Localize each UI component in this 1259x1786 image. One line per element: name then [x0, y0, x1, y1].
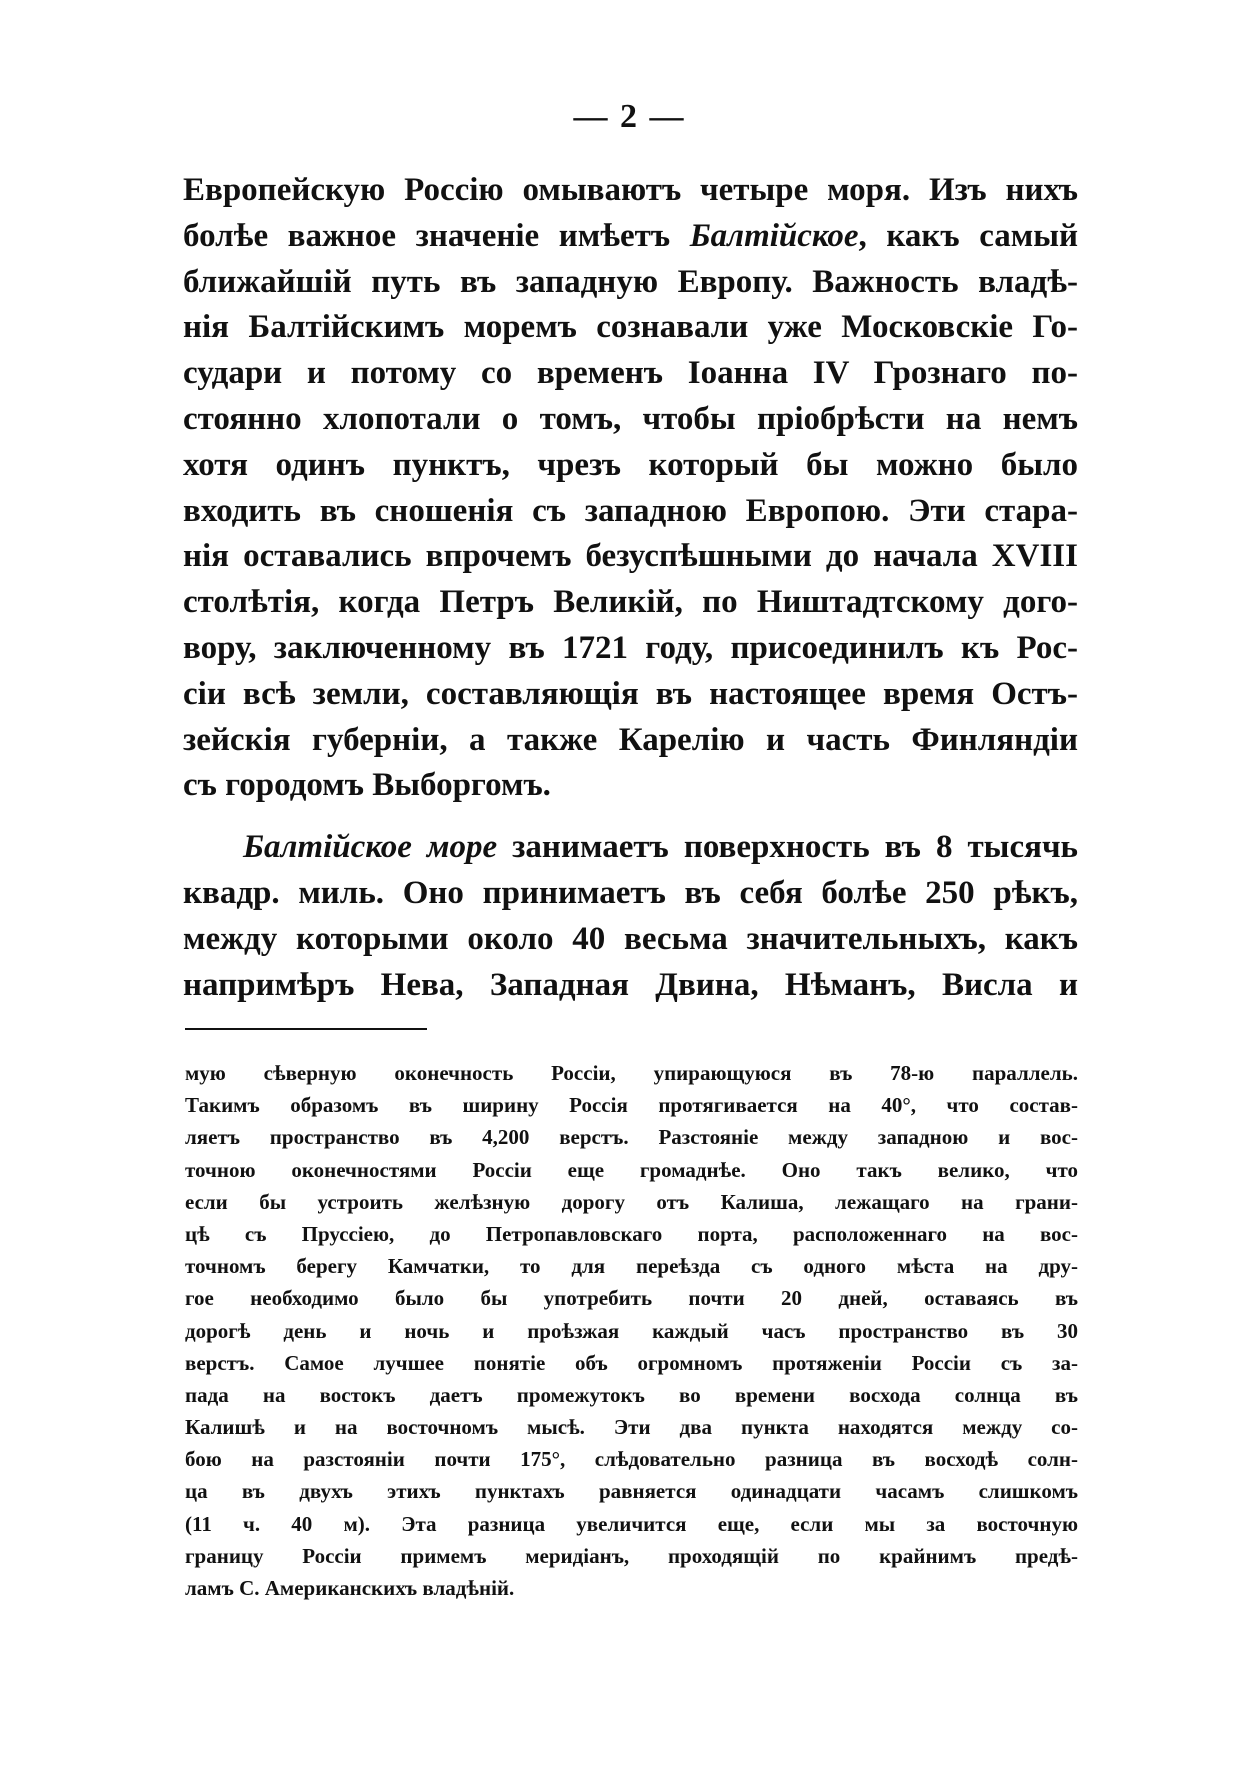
footnote-line: если бы устроить желѣзную дорогу отъ Калиша, лежащаго на грани-	[185, 1189, 1078, 1214]
paragraph-gap	[183, 809, 1078, 825]
footnote-line: гое необходимо было бы употребить почти 20 дней, оставаясь въ	[185, 1286, 1078, 1311]
footnote-line: бою на разстояніи почти 175°, слѣдовательно разница въ восходѣ солн-	[185, 1447, 1078, 1472]
text-line: нія Балтійскимъ моремъ сознавали уже Московскіе Го-	[183, 309, 1078, 346]
footnote-line: границу Россіи примемъ меридіанъ, проходящій по крайнимъ предѣ-	[185, 1543, 1078, 1568]
footnote-line: цѣ съ Пруссіею, до Петропавловскаго порта, расположеннаго на вос-	[185, 1221, 1078, 1246]
text-line: входить въ сношенія съ западною Европою. Эти стара-	[183, 492, 1078, 529]
text-line: нія оставались впрочемъ безуспѣшными до начала XVIII	[183, 538, 1078, 575]
footnote	[185, 1057, 1078, 1604]
text-line: ближайшій путь въ западную Европу. Важность владѣ-	[183, 263, 1078, 300]
text-line: Балтійское море занимаетъ поверхность въ 8 тысячь	[243, 829, 1079, 866]
text-line: хотя одинъ пунктъ, чрезъ который бы можно было	[183, 446, 1078, 483]
footnote-line: Калишѣ и на восточномъ мысѣ. Эти два пункта находятся между со-	[185, 1415, 1078, 1440]
footnote-line: (11 ч. 40 м). Эта разница увеличится еще, если мы за восточную	[185, 1511, 1078, 1536]
footnote-line: ца въ двухъ этихъ пунктахъ равняется одинадцати часамъ слишкомъ	[185, 1479, 1078, 1504]
italic-term: Балтійское	[689, 217, 859, 254]
text-line: сіи всѣ земли, составляющія въ настоящее время Остъ-	[183, 675, 1078, 712]
text-line: напримѣръ Нева, Западная Двина, Нѣманъ, Висла и	[183, 966, 1078, 1003]
footnote-line: ламъ С. Американскихъ владѣній.	[185, 1576, 515, 1600]
italic-term: Балтійское море	[243, 829, 498, 866]
footnote-line: ляетъ пространство въ 4,200 верстъ. Разстояніе между западною и вос-	[185, 1125, 1078, 1150]
footnote-line: верстъ. Самое лучшее понятіе объ огромномъ протяженіи Россіи съ за-	[185, 1350, 1078, 1375]
footnote-line: мую сѣверную оконечность Россіи, упирающуюся въ 78-ю параллель.	[185, 1061, 1078, 1085]
text-line: съ городомъ Выборгомъ.	[183, 767, 551, 804]
footnote-line: дорогѣ день и ночь и проѣзжая каждый часъ пространство въ 30	[185, 1318, 1078, 1343]
footnote-line: пада на востокъ даетъ промежутокъ во времени восхода солнца въ	[185, 1382, 1078, 1407]
text-line: судари и потому со временъ Іоанна IV Грознаго по-	[183, 355, 1078, 392]
footnote-line: точною оконечностями Россіи еще громаднѣе. Оно такъ велико, что	[185, 1157, 1078, 1182]
text-line: квадр. миль. Оно принимаетъ въ себя болѣе 250 рѣкъ,	[183, 874, 1078, 911]
footnote-line: точномъ берегу Камчатки, то для переѣзда съ одного мѣста на дру-	[185, 1254, 1078, 1279]
page-number: — 2 —	[573, 98, 686, 135]
footnote-divider	[185, 1028, 427, 1030]
text-line: стоянно хлопотали о томъ, чтобы пріобрѣсти на немъ	[183, 400, 1078, 437]
text-line: болѣе важное значеніе имѣетъ Балтійское, какъ самый	[183, 217, 1078, 254]
main-text	[183, 168, 1078, 1008]
text-line: вору, заключенному въ 1721 году, присоединилъ къ Рос-	[183, 629, 1078, 666]
text-line: столѣтія, когда Петръ Великій, по Ништадтскому дого-	[183, 584, 1078, 621]
text-line: между которыми около 40 весьма значительныхъ, какъ	[183, 920, 1078, 957]
text-line: зейскія губерніи, а также Карелію и часть Финляндіи	[183, 721, 1078, 758]
text-line: Европейскую Россію омываютъ четыре моря. Изъ нихъ	[183, 172, 1078, 208]
footnote-line: Такимъ образомъ въ ширину Россія протягивается на 40°, что состав-	[185, 1093, 1078, 1118]
